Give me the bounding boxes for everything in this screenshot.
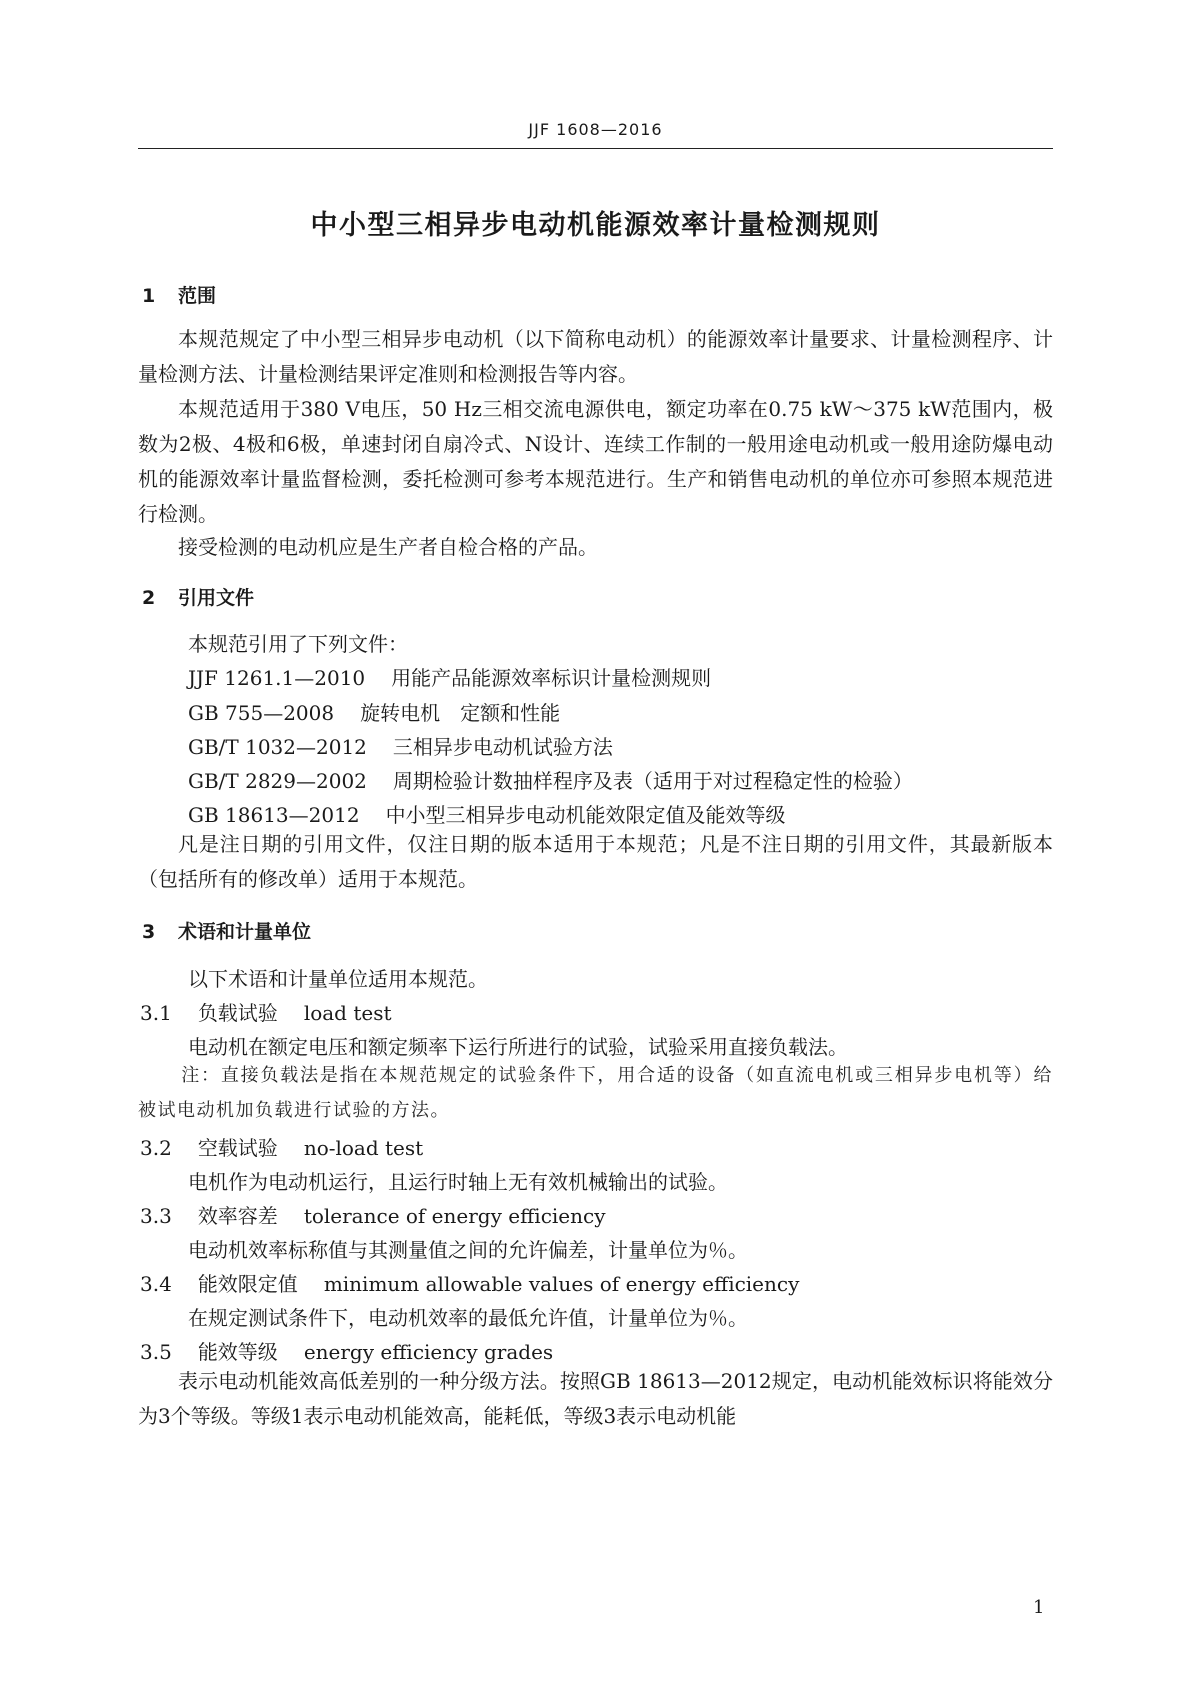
reference-title: 用能产品能源效率标识计量检测规则	[391, 666, 712, 690]
section-title: 引用文件	[178, 587, 255, 609]
term-english: energy efficiency grades	[303, 1340, 554, 1364]
header-divider	[138, 148, 1053, 149]
terms-intro: 以下术语和计量单位适用本规范。	[188, 967, 488, 991]
term-chinese: 能效限定值	[197, 1272, 298, 1296]
term-number: 3.1	[140, 1001, 172, 1025]
reference-item	[188, 765, 913, 794]
reference-code: JJF 1261.1—2010	[188, 666, 366, 690]
section-number: 1	[142, 285, 156, 307]
term-chinese: 效率容差	[197, 1204, 278, 1228]
section-number: 3	[142, 921, 156, 943]
reference-title: 中小型三相异步电动机能效限定值及能效等级	[385, 803, 786, 827]
term-english: minimum allowable values of energy efficiency	[323, 1272, 800, 1296]
reference-code: GB/T 1032—2012	[188, 735, 367, 759]
reference-title: 三相异步电动机试验方法	[392, 735, 613, 759]
term-heading	[140, 1336, 553, 1365]
reference-code: GB 18613—2012	[188, 803, 360, 827]
term-heading	[140, 1132, 423, 1161]
term-chinese: 空载试验	[197, 1136, 278, 1160]
term-english: no-load test	[303, 1136, 424, 1160]
term-definition: 电动机效率标称值与其测量值之间的允许偏差，计量单位为％。	[188, 1238, 748, 1262]
reference-item	[188, 731, 613, 760]
reference-code: GB 755—2008	[188, 701, 335, 725]
term-number: 3.5	[140, 1340, 172, 1364]
term-definition: 在规定测试条件下，电动机效率的最低允许值，计量单位为％。	[188, 1306, 748, 1330]
reference-title: 周期检验计数抽样程序及表（适用于对过程稳定性的检验）	[392, 769, 913, 793]
term-note: 注：直接负载法是指在本规范规定的试验条件下，用合适的设备（如直流电机或三相异步电机等）给被试电动机加负载进行试验的方法。	[138, 1065, 1053, 1121]
page-number: 1	[1033, 1597, 1045, 1618]
term-number: 3.2	[140, 1136, 172, 1160]
term-english: tolerance of energy efficiency	[303, 1204, 606, 1228]
document-title: 中小型三相异步电动机能源效率计量检测规则	[310, 210, 881, 241]
reference-title: 旋转电机 定额和性能	[360, 701, 561, 725]
section-1-paragraph-2: 本规范适用于380 V电压，50 Hz三相交流电源供电，额定功率在0.75 kW～375 kW范围内，极数为2极、4极和6极，单速封闭自扇冷式、N设计、连续工作制的一般用途电动机或一般用途防爆电动机的能源效率计量监督检测，委托检测可参考本规范进行。生产和销售电动机的单位亦可参照本规范进行检测。	[138, 397, 1053, 526]
term-chinese: 负载试验	[197, 1001, 278, 1025]
reference-item	[188, 662, 711, 691]
term-chinese: 能效等级	[197, 1340, 278, 1364]
section-title: 术语和计量单位	[178, 921, 312, 943]
term-heading	[140, 997, 392, 1026]
section-1-paragraph-3: 接受检测的电动机应是生产者自检合格的产品。	[178, 535, 598, 559]
section-1-paragraph-1: 本规范规定了中小型三相异步电动机（以下简称电动机）的能源效率计量要求、计量检测程序、计量检测方法、计量检测结果评定准则和检测报告等内容。	[138, 327, 1053, 386]
term-definition: 电动机在额定电压和额定频率下运行所进行的试验，试验采用直接负载法。	[188, 1035, 848, 1059]
references-intro: 本规范引用了下列文件：	[188, 632, 408, 656]
term-heading	[140, 1200, 606, 1229]
reference-code: GB/T 2829—2002	[188, 769, 367, 793]
section-3-heading	[142, 917, 311, 944]
term-number: 3.4	[140, 1272, 172, 1296]
term-english: load test	[303, 1001, 392, 1025]
section-1-heading	[142, 281, 216, 308]
section-title: 范围	[178, 285, 217, 307]
standard-code: JJF 1608—2016	[528, 120, 663, 139]
term-definition: 表示电动机能效高低差别的一种分级方法。按照GB 18613—2012规定，电动机能效标识将能效分为3个等级。等级1表示电动机能效高，能耗低，等级3表示电动机能	[138, 1369, 1053, 1428]
reference-item	[188, 697, 560, 726]
references-outro: 凡是注日期的引用文件，仅注日期的版本适用于本规范；凡是不注日期的引用文件，其最新版本（包括所有的修改单）适用于本规范。	[138, 832, 1053, 891]
section-number: 2	[142, 587, 156, 609]
term-number: 3.3	[140, 1204, 172, 1228]
term-heading	[140, 1268, 799, 1297]
section-2-heading	[142, 583, 254, 610]
reference-item	[188, 799, 786, 828]
term-definition: 电机作为电动机运行，且运行时轴上无有效机械输出的试验。	[188, 1170, 728, 1194]
